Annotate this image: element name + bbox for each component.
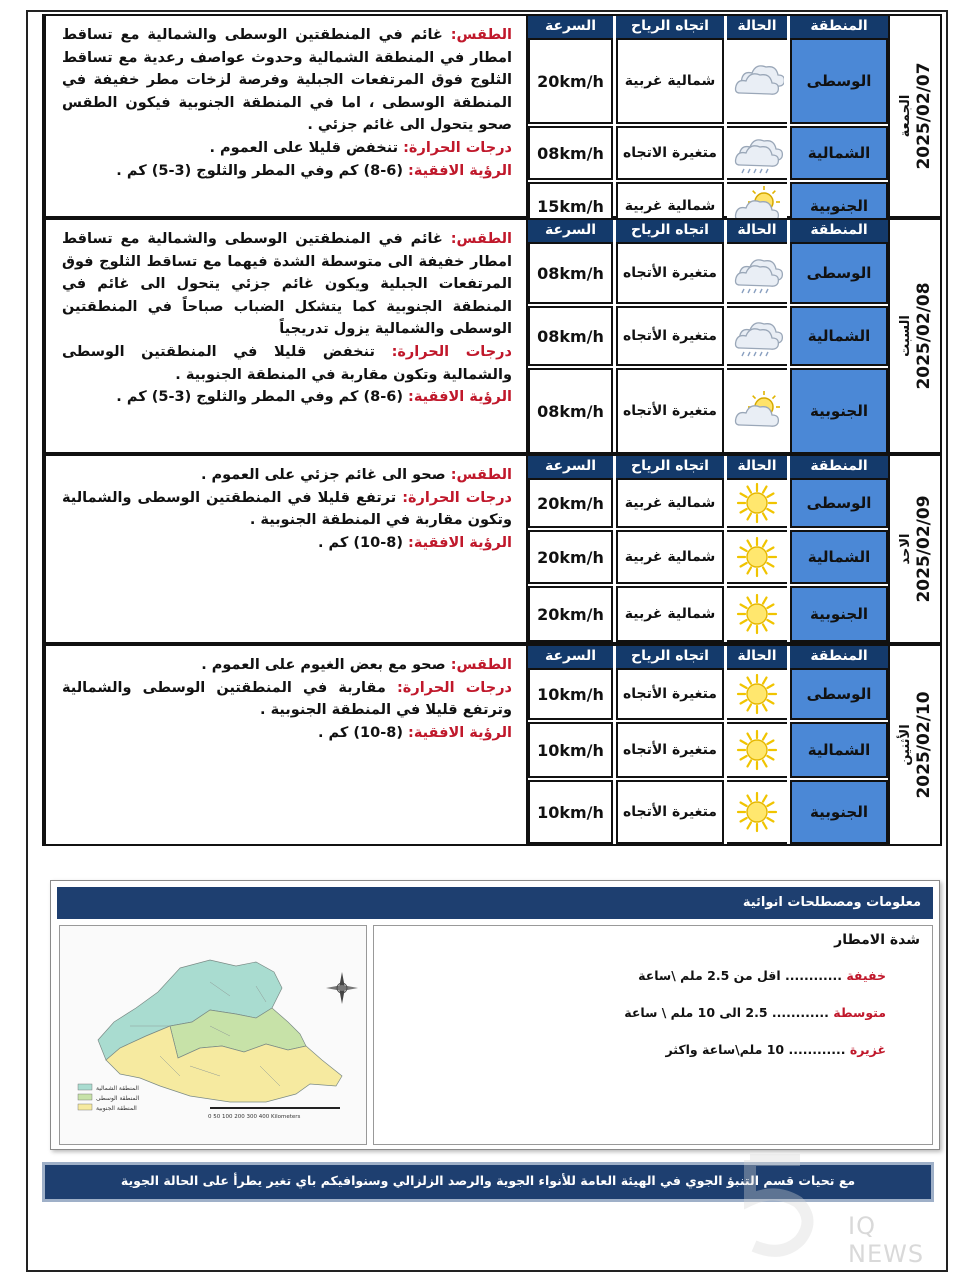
header-speed: السرعة: [528, 16, 613, 38]
date: 2025/02/07: [914, 62, 934, 170]
map-scale: 0 50 100 200 300 400 Kilometers: [208, 1114, 301, 1120]
forecast-grid: [528, 220, 888, 452]
day-description: الطقس: غائم في المنطقتين الوسطى والشمالية مع تساقط امطار في المنطقة الشمالية وحدوث عواصف رعدية مع تساقط الثلوج فوق المرتفعات الجبلية وفرصة لزخات مطر خفيفة في المنطقة الوسطى ، اما في المنطقة الجنوبية فيكون الطقس صحو يتحول الى غائم جزئي . درجات الحرارة: تنخفض قليلا على العموم . الرؤية الافقية: (6-8) كم وفي المطر والثلوج (3-5) كم .: [44, 16, 528, 216]
wind-speed: 08km/h: [528, 242, 613, 304]
wind-speed: 20km/h: [528, 478, 613, 528]
weather-text: صحو الى غائم جزئي على العموم .: [200, 467, 446, 483]
forecast-grid: [528, 456, 888, 642]
day-description: الطقس: صحو الى غائم جزئي على العموم . درجات الحرارة: ترتفع قليلا في المنطقتين الوسطى والشمالية وتكون مقاربة في المنطقة الجنوبية . الرؤية الافقية: (8-10) كم .: [44, 456, 528, 642]
header-condition: الحالة: [727, 16, 787, 38]
wind-direction: شمالية غربية: [616, 478, 724, 528]
date-column: [888, 646, 942, 844]
sun-icon: [727, 586, 787, 642]
wind-direction: متغيرة الأتجاه: [616, 368, 724, 454]
region-name: الوسطى: [790, 478, 888, 528]
sun-icon: [727, 530, 787, 584]
wind-speed: 08km/h: [528, 368, 613, 454]
visibility-text: (8-10) كم .: [317, 724, 403, 741]
date-column: [888, 456, 942, 642]
weather-text: غائم في المنطقتين الوسطى والشمالية مع تساقط امطار خفيفة الى متوسطة الشدة فيهما مع تساقط الثلوج فوق المرتفعات الجبلية ويكون غائم جزئي يتحول الى غائم في المنطقة الجنوبية كما يتشكل الضباب صباحاً في المنطقتين الوسطى والشمالية يزول تدريجياً: [62, 231, 512, 338]
forecast-grid: [528, 16, 888, 216]
date: 2025/02/08: [914, 282, 934, 390]
header-region: المنطقة: [790, 456, 888, 478]
weekday: السبت: [898, 315, 913, 357]
region-name: الشمالية: [790, 722, 888, 778]
region-name: الجنوبية: [790, 586, 888, 642]
visibility-text: (6-8) كم وفي المطر والثلوج (3-5) كم .: [116, 162, 403, 179]
region-name: الجنوبية: [790, 368, 888, 454]
date: 2025/02/09: [914, 495, 934, 603]
forecast-day-2: [42, 218, 942, 454]
term-row-heavy: غزيرة ............ 10 ملم\ساعة واكثر: [665, 1042, 886, 1057]
term-row-light: خفيفة ............ اقل من 2.5 ملم \ساعة: [638, 968, 886, 983]
header-condition: الحالة: [727, 646, 787, 668]
watermark-text: IQ NEWS: [848, 1212, 925, 1268]
wind-speed: 10km/h: [528, 780, 613, 844]
wind-direction: متغيرة الأتجاه: [616, 668, 724, 720]
cloudy-icon: [727, 38, 787, 124]
date: 2025/02/10: [914, 691, 934, 799]
region-name: الوسطى: [790, 242, 888, 304]
wind-direction: شمالية غربية: [616, 182, 724, 230]
weekday: الاحد: [898, 533, 913, 565]
partly-cloudy-icon: [727, 368, 787, 454]
sun-icon: [727, 668, 787, 720]
rain-intensity-terms: [373, 925, 933, 1145]
header-speed: السرعة: [528, 646, 613, 668]
info-panel: [50, 880, 940, 1150]
map-legend-north: المنطقة الشمالية: [96, 1085, 139, 1092]
wind-speed: 15km/h: [528, 182, 613, 230]
wind-speed: 20km/h: [528, 38, 613, 124]
wind-speed: 10km/h: [528, 668, 613, 720]
info-title: معلومات ومصطلحات انوائية: [57, 887, 933, 919]
header-speed: السرعة: [528, 456, 613, 478]
iraq-map: [59, 925, 367, 1145]
wind-direction: متغيرة الأتجاه: [616, 722, 724, 778]
weather-text: غائم في المنطقتين الوسطى والشمالية مع تساقط امطار في المنطقة الشمالية وحدوث عواصف رعدية مع تساقط الثلوج فوق المرتفعات الجبلية وفرصة لزخات مطر خفيفة في المنطقة الوسطى ، اما في المنطقة الجنوبية فيكون الطقس صحو يتحول الى غائم جزئي .: [62, 27, 512, 134]
temp-text: ترتفع قليلا في المنطقتين الوسطى والشمالية وتكون مقاربة في المنطقة الجنوبية .: [62, 489, 512, 529]
wind-direction: متغيرة الأتجاه: [616, 780, 724, 844]
forecast-day-4: [42, 644, 942, 846]
date-column: [888, 220, 942, 452]
forecast-day-1: [42, 14, 942, 218]
region-name: الجنوبية: [790, 780, 888, 844]
temp-text: تنخفض قليلا في المنطقتين الوسطى والشمالية وتكون مقاربة في المنطقة الجنوبية .: [62, 343, 512, 383]
rain-cloud-icon: [727, 306, 787, 366]
header-direction: اتجاه الرياح: [616, 220, 724, 242]
header-direction: اتجاه الرياح: [616, 646, 724, 668]
wind-direction: متغيرة الأتجاه: [616, 306, 724, 366]
wind-speed: 20km/h: [528, 586, 613, 642]
wind-direction: متغيرة الأتجاه: [616, 242, 724, 304]
weather-text: صحو مع بعض الغيوم على العموم .: [201, 657, 446, 673]
temp-text: مقاربة في المنطقتين الوسطى والشمالية وترتفع قليلا في المنطقة الجنوبية .: [62, 679, 512, 719]
region-name: الشمالية: [790, 126, 888, 180]
rain-cloud-icon: [727, 126, 787, 180]
header-region: المنطقة: [790, 16, 888, 38]
term-row-moderate: متوسطة ............ 2.5 الى 10 ملم \ ساعة: [624, 1005, 886, 1020]
compass-rose-icon: [326, 972, 358, 1004]
wind-speed: 08km/h: [528, 306, 613, 366]
header-region: المنطقة: [790, 220, 888, 242]
map-legend-central: المنطقة الوسطى: [96, 1095, 140, 1102]
visibility-text: (8-10) كم .: [317, 534, 403, 551]
sun-icon: [727, 478, 787, 528]
wind-direction: متغيرة الاتجاه: [616, 126, 724, 180]
map-legend-south: المنطقة الجنوبية: [96, 1105, 137, 1112]
region-name: الوسطى: [790, 668, 888, 720]
visibility-text: (6-8) كم وفي المطر والثلوج (3-5) كم .: [116, 389, 403, 406]
wind-direction: شمالية غربية: [616, 38, 724, 124]
header-direction: اتجاه الرياح: [616, 16, 724, 38]
region-name: الشمالية: [790, 306, 888, 366]
wind-direction: شمالية غربية: [616, 530, 724, 584]
wind-speed: 10km/h: [528, 722, 613, 778]
day-description: الطقس: صحو مع بعض الغيوم على العموم . درجات الحرارة: مقاربة في المنطقتين الوسطى والشمالية وترتفع قليلا في المنطقة الجنوبية . الرؤية الافقية: (8-10) كم .: [44, 646, 528, 844]
wind-direction: شمالية غربية: [616, 586, 724, 642]
weekday: الجمعة: [898, 94, 913, 138]
sun-icon: [727, 780, 787, 844]
wind-speed: 08km/h: [528, 126, 613, 180]
region-name: الجنوبية: [790, 182, 888, 230]
sun-icon: [727, 722, 787, 778]
temp-text: تنخفض قليلا على العموم .: [209, 139, 399, 156]
wind-speed: 20km/h: [528, 530, 613, 584]
rain-cloud-icon: [727, 242, 787, 304]
header-condition: الحالة: [727, 220, 787, 242]
header-condition: الحالة: [727, 456, 787, 478]
header-region: المنطقة: [790, 646, 888, 668]
header-direction: اتجاه الرياح: [616, 456, 724, 478]
weekday: الأثنين: [898, 724, 913, 766]
terms-subtitle: شدة الامطار: [834, 932, 920, 948]
date-column: [888, 16, 942, 216]
forecast-grid: [528, 646, 888, 844]
forecast-day-3: [42, 454, 942, 644]
day-description: الطقس: غائم في المنطقتين الوسطى والشمالية مع تساقط امطار خفيفة الى متوسطة الشدة فيهما مع تساقط الثلوج فوق المرتفعات الجبلية ويكون غائم جزئي يتحول الى غائم في المنطقة الجنوبية كما يتشكل الضباب صباحاً في المنطقتين الوسطى والشمالية يزول تدريجياً درجات الحرارة: تنخفض قليلا في المنطقتين الوسطى والشمالية وتكون مقاربة في المنطقة الجنوبية . الرؤية الافقية: (6-8) كم وفي المطر والثلوج (3-5) كم .: [44, 220, 528, 452]
region-name: الشمالية: [790, 530, 888, 584]
region-name: الوسطى: [790, 38, 888, 124]
footer-bar: مع تحيات قسم التنبؤ الجوي في الهيئة العامة للأنواء الجوية والرصد الزلزالي وسنوافيكم باي تغير يطرأ على الحالة الجوية: [42, 1162, 934, 1202]
header-speed: السرعة: [528, 220, 613, 242]
